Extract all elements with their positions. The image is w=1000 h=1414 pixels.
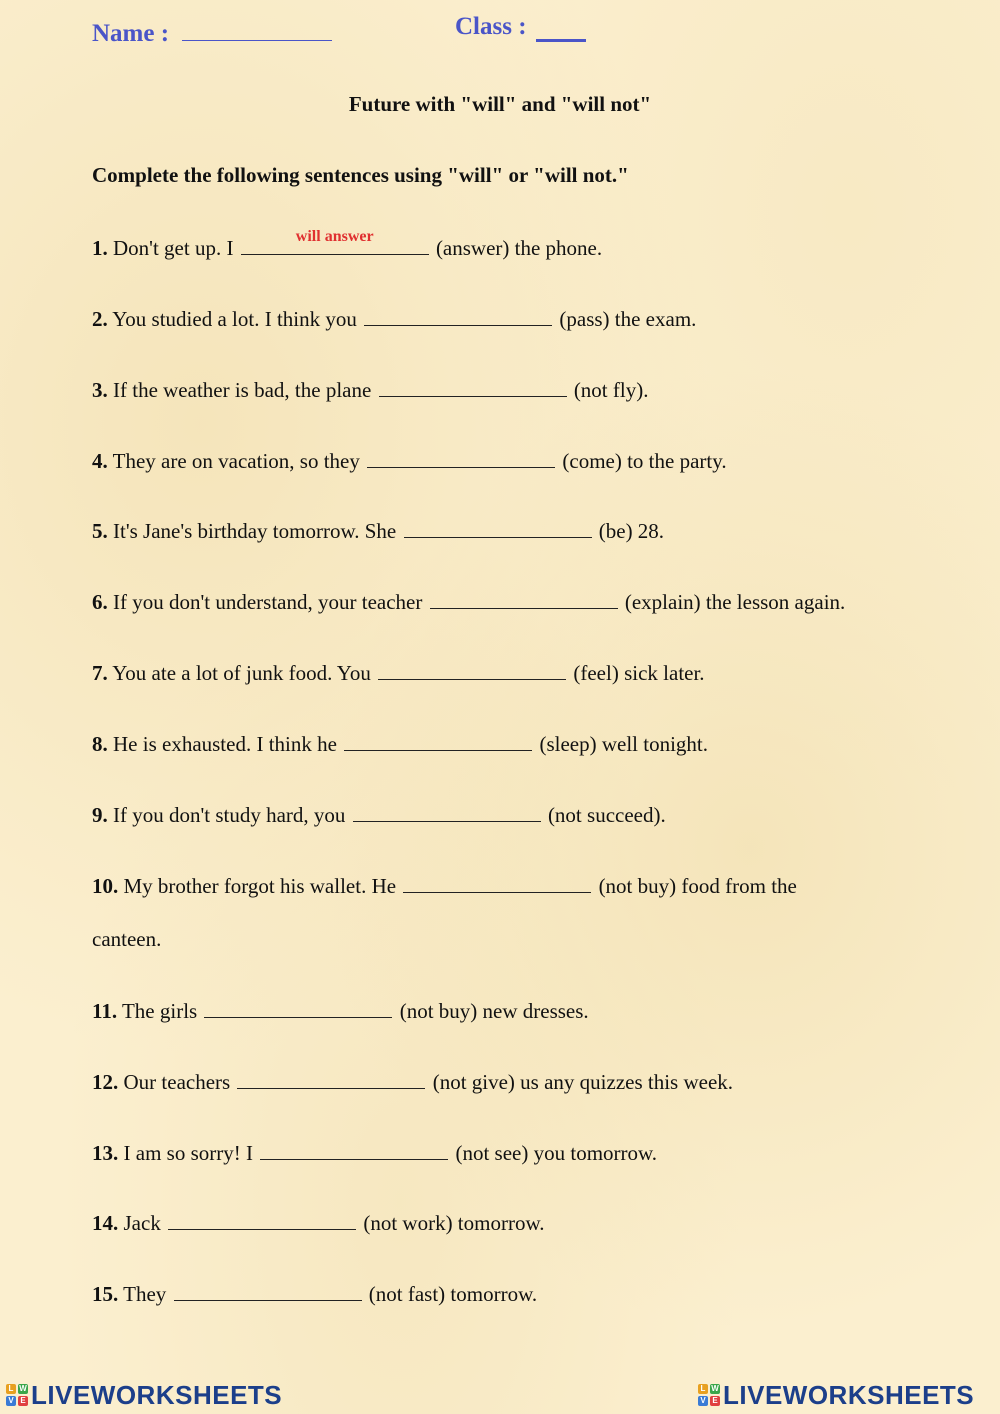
question-14 bbox=[92, 1209, 545, 1236]
question-number: 11. bbox=[92, 999, 118, 1023]
question-7 bbox=[92, 659, 705, 686]
answer-blank[interactable] bbox=[378, 659, 566, 680]
liveworksheets-logo[interactable] bbox=[6, 1381, 282, 1409]
answer-blank[interactable] bbox=[168, 1209, 356, 1230]
question-text-before: You studied a lot. I think you bbox=[112, 307, 357, 331]
question-text-after: (not fly). bbox=[573, 378, 649, 402]
answer-blank[interactable] bbox=[344, 730, 532, 751]
logo-text: LIVEWORKSHEETS bbox=[31, 1379, 283, 1410]
question-text-after: (feel) sick later. bbox=[573, 661, 705, 685]
question-10-continuation bbox=[92, 926, 161, 952]
question-text-after: (not work) tomorrow. bbox=[363, 1211, 545, 1235]
question-text-after: (not fast) tomorrow. bbox=[368, 1282, 538, 1306]
answer-blank[interactable] bbox=[379, 376, 567, 397]
answer-blank[interactable] bbox=[260, 1139, 448, 1160]
logo-tile: W bbox=[711, 1384, 719, 1393]
question-text-before: Our teachers bbox=[123, 1070, 231, 1094]
answer-blank[interactable] bbox=[367, 447, 555, 468]
question-text-after: (not buy) food from the bbox=[598, 874, 797, 898]
answer-blank[interactable] bbox=[364, 305, 552, 326]
class-field[interactable] bbox=[536, 39, 586, 42]
question-number: 13. bbox=[92, 1141, 119, 1165]
question-number: 8. bbox=[92, 732, 108, 756]
question-text-continuation: canteen. bbox=[92, 927, 162, 951]
question-2 bbox=[92, 305, 696, 332]
question-text-before: He is exhausted. I think he bbox=[113, 732, 337, 756]
question-6 bbox=[92, 588, 845, 615]
answer-blank[interactable] bbox=[204, 997, 392, 1018]
question-text-after: (come) to the party. bbox=[562, 449, 727, 473]
question-text-before: Jack bbox=[123, 1211, 161, 1235]
question-text-before: My brother forgot his wallet. He bbox=[123, 874, 397, 898]
instructions: Complete the following sentences using "will" or "will not." bbox=[92, 163, 629, 187]
logo-icon bbox=[6, 1384, 28, 1406]
answer-blank[interactable] bbox=[403, 872, 591, 893]
logo-tile: V bbox=[698, 1396, 708, 1406]
question-number: 7. bbox=[92, 661, 108, 685]
answer-blank[interactable] bbox=[353, 801, 541, 822]
question-text-after: (not give) us any quizzes this week. bbox=[432, 1070, 734, 1094]
logo-tile: V bbox=[6, 1396, 16, 1406]
question-text-after: (be) 28. bbox=[598, 519, 665, 543]
question-number: 10. bbox=[92, 874, 119, 898]
answer-text: will answer bbox=[295, 228, 374, 245]
answer-blank[interactable] bbox=[174, 1280, 362, 1301]
question-text-after: (explain) the lesson again. bbox=[624, 590, 846, 614]
question-11 bbox=[92, 997, 589, 1024]
logo-tile: L bbox=[698, 1384, 708, 1394]
logo-tile: E bbox=[18, 1396, 28, 1406]
logo-tile: E bbox=[710, 1396, 720, 1406]
question-5 bbox=[92, 517, 664, 544]
liveworksheets-logo[interactable] bbox=[698, 1381, 974, 1409]
logo-icon bbox=[698, 1384, 720, 1406]
question-text-before: They bbox=[123, 1282, 167, 1306]
question-8 bbox=[92, 730, 708, 757]
question-number: 15. bbox=[92, 1282, 119, 1306]
question-number: 6. bbox=[92, 590, 108, 614]
question-text-after: (sleep) well tonight. bbox=[539, 732, 708, 756]
question-number: 5. bbox=[92, 519, 108, 543]
logo-tile: W bbox=[19, 1384, 27, 1393]
question-number: 1. bbox=[92, 236, 108, 260]
name-label: Name : bbox=[92, 20, 170, 47]
question-text-after: (not succeed). bbox=[547, 803, 666, 827]
question-text-after: (not see) you tomorrow. bbox=[455, 1141, 658, 1165]
question-text-before: If you don't study hard, you bbox=[113, 803, 346, 827]
answer-blank[interactable] bbox=[241, 228, 429, 255]
worksheet-title: Future with "will" and "will not" bbox=[348, 92, 652, 116]
question-9 bbox=[92, 801, 666, 828]
question-text-after: (pass) the exam. bbox=[559, 307, 697, 331]
answer-blank[interactable] bbox=[430, 588, 618, 609]
question-text-before: I am so sorry! I bbox=[123, 1141, 253, 1165]
question-text-before: It's Jane's birthday tomorrow. She bbox=[113, 519, 397, 543]
question-number: 14. bbox=[92, 1211, 119, 1235]
logo-tile: L bbox=[6, 1384, 16, 1394]
question-text-before: The girls bbox=[121, 999, 198, 1023]
question-number: 4. bbox=[92, 449, 108, 473]
question-text-after: (not buy) new dresses. bbox=[399, 999, 589, 1023]
question-text-before: Don't get up. I bbox=[113, 236, 234, 260]
question-number: 2. bbox=[92, 307, 108, 331]
question-text-before: They are on vacation, so they bbox=[112, 449, 360, 473]
question-15 bbox=[92, 1280, 537, 1307]
class-label: Class : bbox=[455, 13, 527, 40]
question-12 bbox=[92, 1068, 733, 1095]
question-1 bbox=[92, 228, 603, 261]
question-number: 9. bbox=[92, 803, 108, 827]
question-3 bbox=[92, 376, 648, 403]
question-4 bbox=[92, 447, 727, 474]
logo-text: LIVEWORKSHEETS bbox=[723, 1379, 975, 1410]
question-number: 3. bbox=[92, 378, 108, 402]
question-text-before: If you don't understand, your teacher bbox=[113, 590, 423, 614]
name-field[interactable] bbox=[182, 40, 332, 41]
question-13 bbox=[92, 1139, 657, 1166]
question-number: 12. bbox=[92, 1070, 119, 1094]
answer-blank[interactable] bbox=[237, 1068, 425, 1089]
question-text-before: If the weather is bad, the plane bbox=[113, 378, 372, 402]
question-text-before: You ate a lot of junk food. You bbox=[112, 661, 371, 685]
answer-blank[interactable] bbox=[404, 517, 592, 538]
question-text-after: (answer) the phone. bbox=[435, 236, 603, 260]
question-10 bbox=[92, 872, 797, 899]
